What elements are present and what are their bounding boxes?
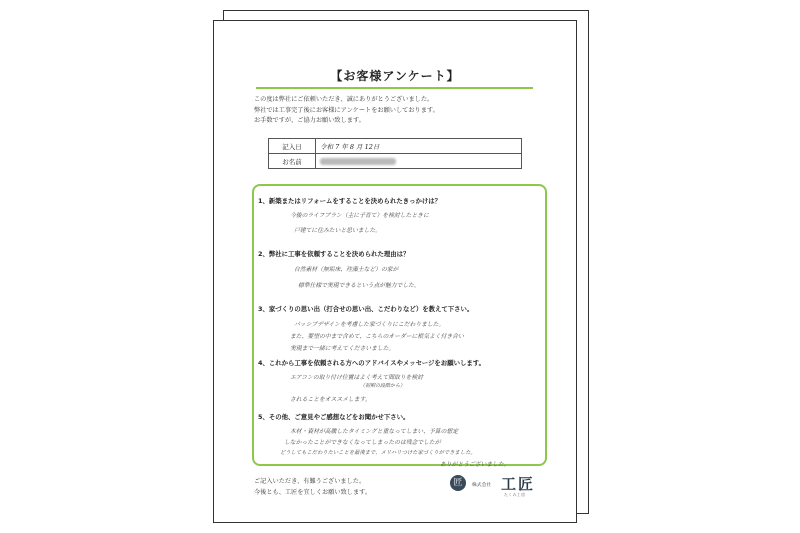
company-prefix: 株式会社 (472, 483, 492, 488)
date-row (269, 139, 522, 154)
redaction-blur (320, 158, 396, 165)
answer-3-line-1: パッシブデザインを考慮した家づくりにこだわりました。 (294, 322, 445, 328)
question-1: 1、新築またはリフォームをすることを決められたきっかけは？ (258, 197, 442, 205)
answer-5-line-2: しなかったことができなくなってしまったのは残念でしたが (284, 440, 441, 446)
answer-1-line-1: 今後のライフプラン（主に子育て）を検討したときに (290, 213, 429, 219)
answer-2-line-1: 自然素材（無垢床、珪藻土など）の家が (294, 267, 399, 273)
question-4: 4、これから工事を依頼される方へのアドバイスやメッセージをお願いします。 (258, 359, 486, 367)
answer-3-line-2: また、要望の中まで含めて、こちらのオーダーに根気よく付き合い (290, 334, 464, 340)
footer-line: ご記入いただき、有難うございました。 (254, 478, 366, 485)
answer-4-line-1: エアコンの取り付け位置はよく考えて間取りを検討 (290, 375, 424, 381)
answer-5-line-3: どうしてもこだわりたいことを最後まで、メリハリつけた家づくりができました。 (280, 450, 476, 456)
question-2: 2、弊社に工事を依頼することを決められた理由は？ (258, 250, 410, 258)
answer-4-insert: （初期の段階から） (360, 383, 406, 389)
survey-title: 【お客様アンケート】 (330, 69, 460, 83)
footer-line: 今後とも、工匠を宜しくお願い致します。 (254, 489, 372, 496)
date-value: 令和 7 年 8 月 12日 (316, 139, 522, 154)
date-label: 記入日 (269, 139, 316, 154)
intro-line: お手数ですが、ご協力お願い致します。 (254, 117, 365, 124)
name-label: お名前 (269, 154, 316, 169)
answer-1-line-2: 戸建てに住みたいと思いました。 (294, 228, 381, 234)
answer-3-line-3: 実現まで一緒に考えてくださいました。 (290, 346, 395, 352)
footer-text (254, 476, 371, 498)
company-reading: たくみ工房 (504, 492, 526, 497)
title-underline (256, 87, 533, 89)
question-5: 5、その他、ご意見やご感想などをお聞かせ下さい。 (258, 413, 410, 421)
intro-line: この度は弊社にご依頼いただき、誠にありがとうございました。 (254, 96, 434, 103)
info-table (268, 138, 522, 169)
answer-5-line-1: 木材・資材が高騰したタイミングと重なってしまい、予算の想定 (290, 429, 458, 435)
answer-2-line-2: 標準仕様で実現できるという点が魅力でした。 (298, 283, 420, 289)
company-name: 工匠 (501, 475, 536, 493)
name-row (269, 154, 522, 169)
company-logo-icon: 匠 (450, 475, 466, 491)
name-value-redacted (316, 154, 522, 169)
intro-line: 弊社では工事完了後にお客様にアンケートをお願いしております。 (254, 106, 439, 114)
intro-text (254, 95, 439, 127)
answer-4-line-3: されることをオススメします。 (290, 397, 371, 403)
question-3: 3、家づくりの思い出（打合せの思い出、こだわりなど）を教えて下さい。 (258, 305, 474, 313)
survey-sheet (213, 20, 577, 523)
answer-5-line-4: ありがとうございました。 (440, 462, 510, 468)
